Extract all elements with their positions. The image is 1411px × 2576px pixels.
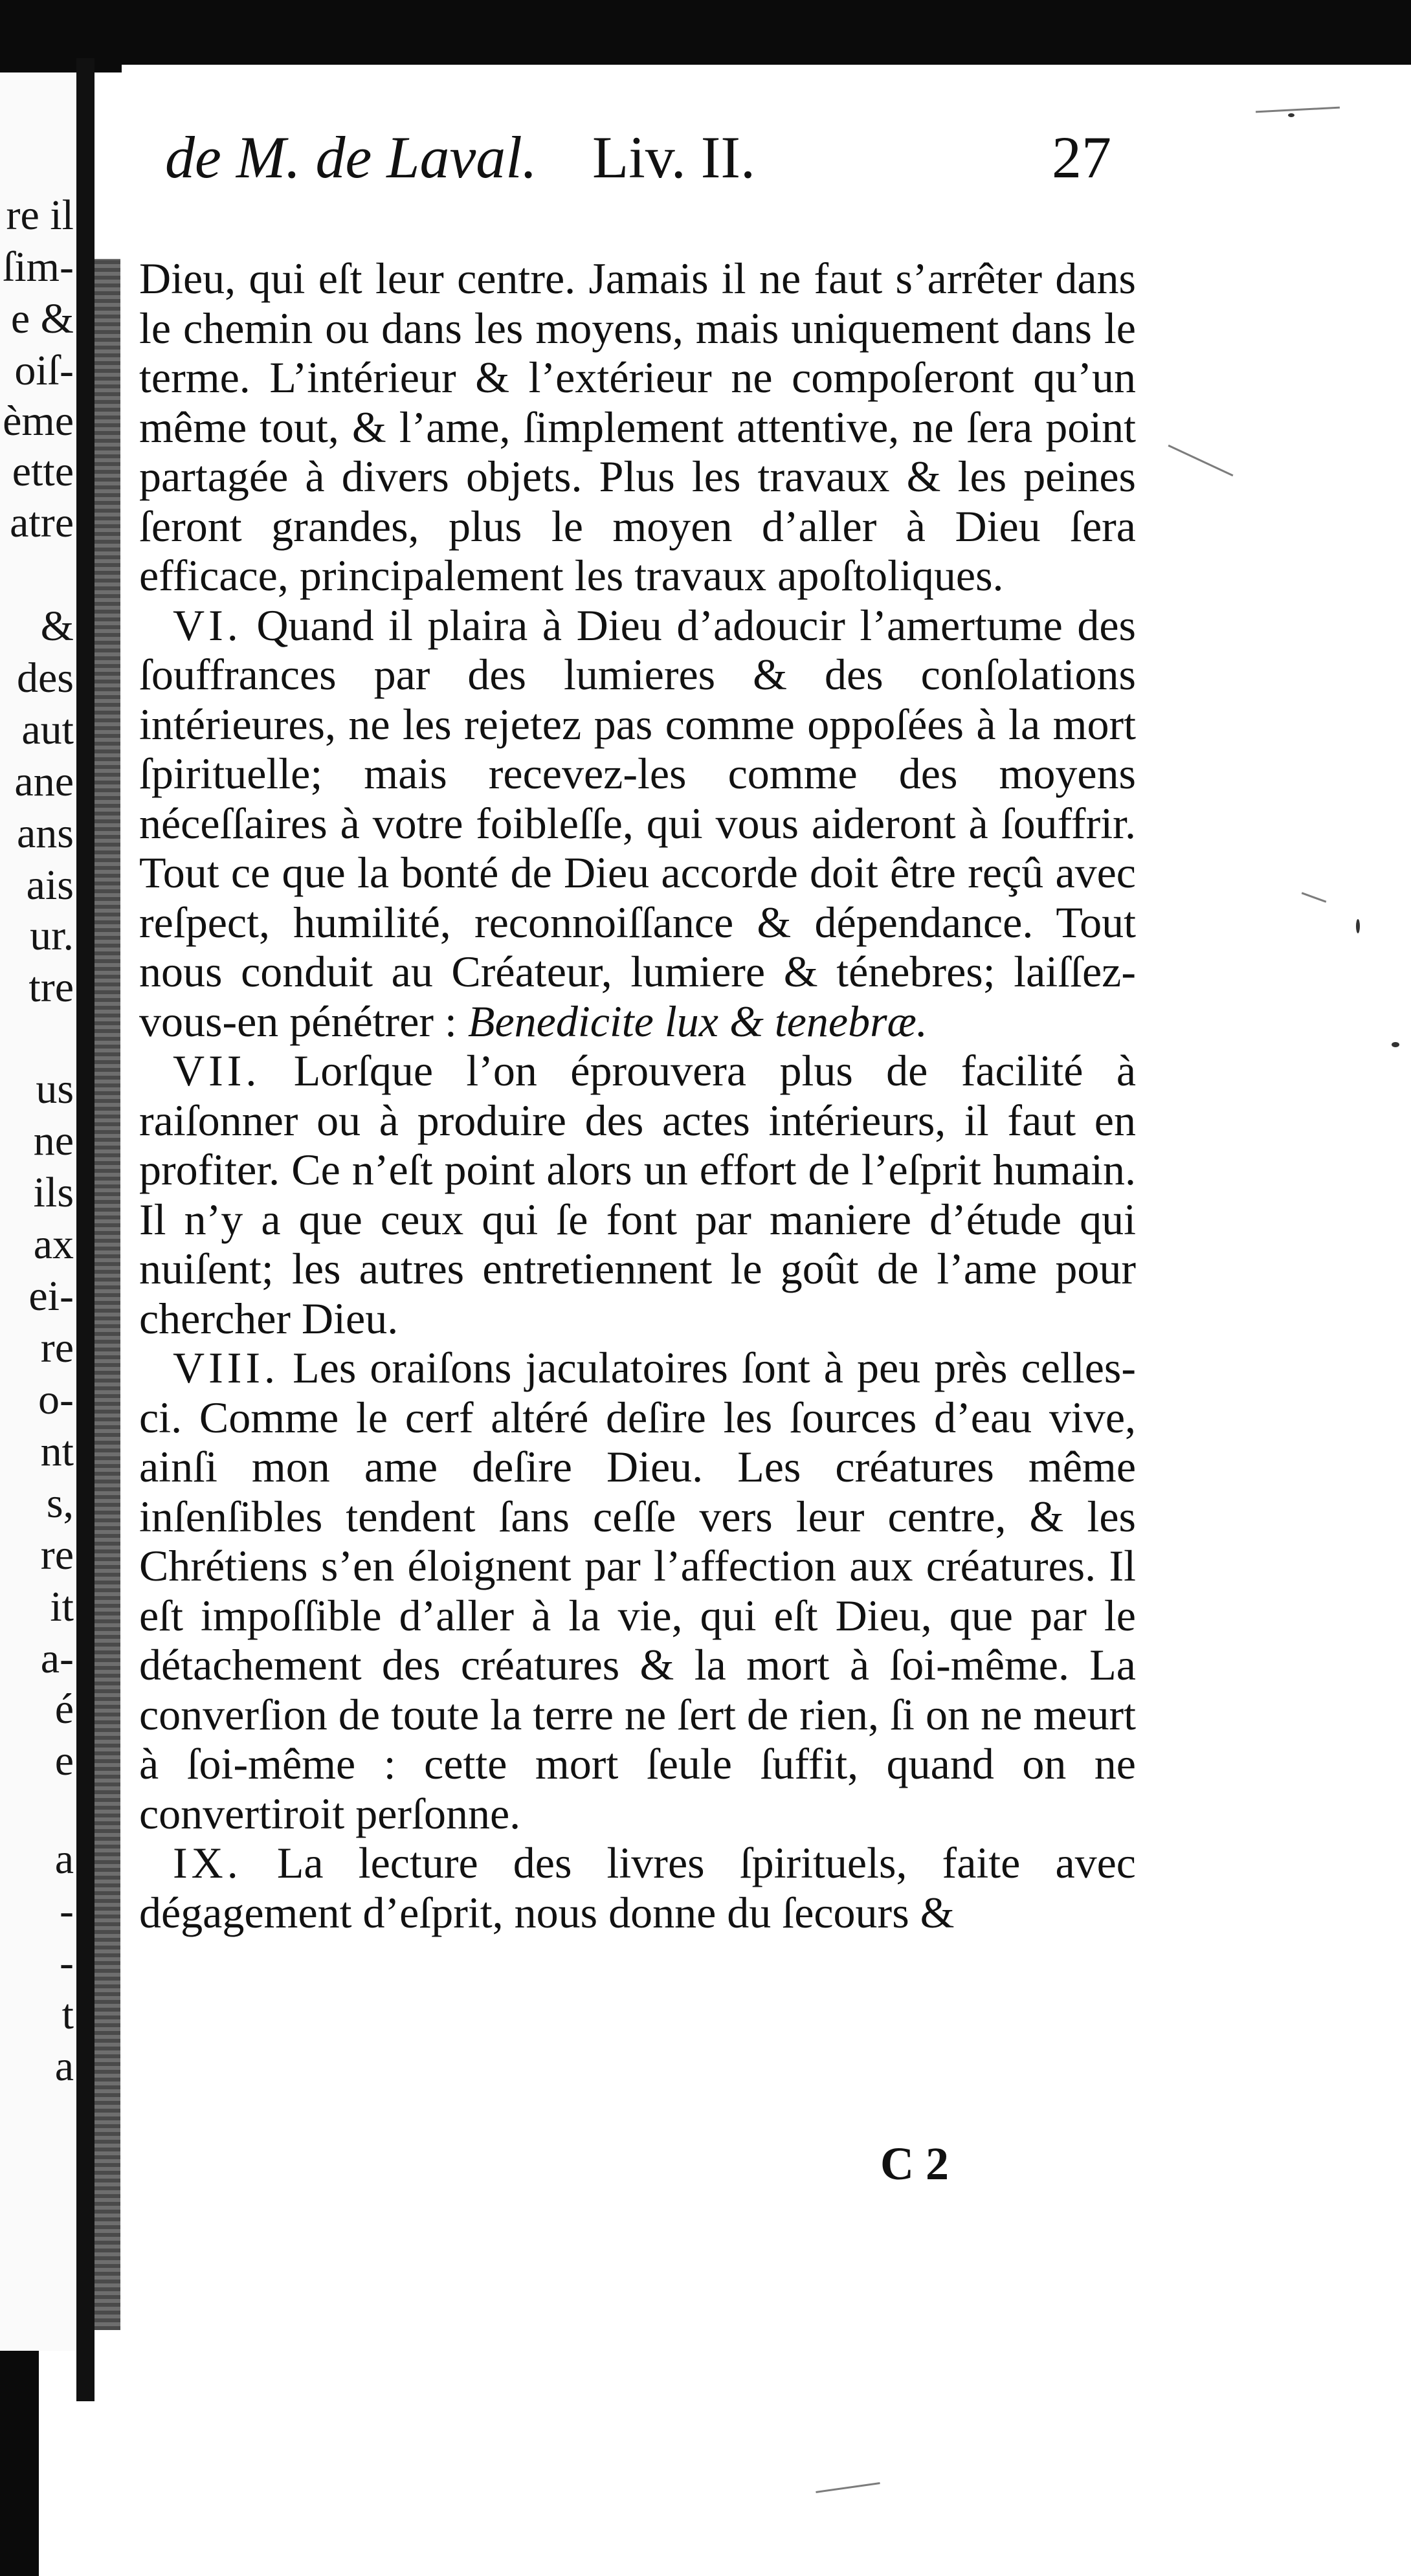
paragraph-vi bbox=[139, 601, 1136, 1047]
facing-page-text-fragment: é bbox=[54, 1685, 74, 1733]
facing-page-text-fragment: ais bbox=[26, 861, 74, 909]
latin-quotation: Benedicite lux & tenebræ. bbox=[467, 996, 928, 1046]
facing-page-text-fragment: it bbox=[50, 1583, 74, 1630]
paragraph-text: Les oraiſons jaculatoires ſont à peu près celles-ci. Comme le cerf altéré deſire les ſources d’eau vive, ainſi mon ame deſire Dieu. Les créatures même inſenſibles tendent ſans ceſſe vers leur centre, & les Chrétiens s’en éloignent par l’affection aux créatures. Il eſt impoſſible d’aller à la vie, qui eſt Dieu, que par le détachement des créatures & la mort à ſoi-même. La converſion de toute la terre ne ſert de rien, ſi on ne meurt à ſoi-même : cette mort ſeule ſuffit, quand on ne convertiroit perſonne. bbox=[139, 1343, 1136, 1838]
paragraph-number: VIII. bbox=[173, 1343, 280, 1392]
facing-page-text-fragment: oiſ- bbox=[14, 347, 74, 394]
facing-page-text-fragment: a- bbox=[40, 1635, 74, 1682]
facing-page-text-fragment: ette bbox=[12, 448, 74, 495]
facing-page-text-fragment: us bbox=[36, 1065, 74, 1113]
paragraph-number: IX. bbox=[173, 1838, 242, 1887]
page-header bbox=[165, 123, 1149, 207]
facing-page-text-fragment: re bbox=[40, 1531, 74, 1579]
facing-page-text-fragment: ax bbox=[33, 1221, 74, 1268]
book-number: Liv. II. bbox=[592, 124, 756, 190]
signature-mark: C 2 bbox=[880, 2138, 949, 2190]
facing-page-text-fragment: - bbox=[60, 1939, 74, 1986]
ink-speck bbox=[1288, 113, 1294, 117]
paragraph-continuation bbox=[139, 254, 1136, 601]
facing-page-text-fragment: tre bbox=[28, 964, 74, 1011]
paragraph-number: VI. bbox=[173, 600, 242, 650]
facing-page-text-fragment: e & bbox=[10, 295, 74, 342]
ink-speck bbox=[1392, 1042, 1399, 1047]
facing-page-text-fragment: e bbox=[54, 1737, 74, 1784]
facing-page-text-fragment: ème bbox=[3, 397, 74, 445]
facing-page-text-fragment: ans bbox=[17, 810, 74, 857]
scan-border-top bbox=[0, 0, 1411, 72]
facing-page-text-fragment: ils bbox=[33, 1169, 74, 1216]
facing-page-text-fragment: & bbox=[40, 603, 74, 650]
paragraph-text: La lecture des livres ſpirituels, faite avec dégagement d’eſprit, nous donne du ſecours & bbox=[139, 1838, 1136, 1937]
paragraph-viii bbox=[139, 1343, 1136, 1838]
facing-page-text-fragment: ne bbox=[33, 1117, 74, 1164]
facing-page-text-fragment: nt bbox=[40, 1428, 74, 1475]
running-title: de M. de Laval. bbox=[165, 124, 537, 190]
facing-page-text-fragment: ei- bbox=[28, 1272, 74, 1320]
paragraph-text: Quand il plaira à Dieu d’adoucir l’amertume des ſouffrances par des lumieres & des conſolations intérieures, ne les rejetez pas comme oppoſées à la mort ſpirituelle; mais recevez-les comme des moyens néceſſaires à votre foibleſſe, qui vous aideront à ſouffrir. Tout ce que la bonté de Dieu accorde doit être reçû avec reſpect, humilité, reconnoiſſance & dépendance. Tout nous conduit au Créateur, lumiere & ténebres; laiſſez-vous-en pénétrer : bbox=[139, 600, 1137, 1046]
facing-page-text-fragment: - bbox=[60, 1887, 74, 1935]
page-body bbox=[139, 254, 1136, 1937]
facing-page-text-fragment: re bbox=[40, 1324, 74, 1371]
facing-page-text-fragment: des bbox=[17, 654, 74, 702]
paragraph-vii bbox=[139, 1046, 1136, 1343]
paragraph-ix bbox=[139, 1838, 1136, 1937]
facing-page-text-fragment: ſim- bbox=[3, 243, 74, 291]
facing-page-text-fragment: aut bbox=[21, 706, 74, 753]
facing-page-text-fragment: re il bbox=[6, 192, 74, 239]
facing-page-text-fragment: o- bbox=[38, 1376, 74, 1423]
paragraph-text: Lorſque l’on éprouvera plus de facilité à raiſonner ou à produire des actes intérieurs, il faut en profiter. Ce n’eſt point alors un effort de l’eſprit humain. Il n’y a que ceux qui ſe font par maniere d’étude qui nuiſent; les autres entretiennent le goût de l’ame pour chercher Dieu. bbox=[139, 1046, 1137, 1343]
paragraph-text: Dieu, qui eſt leur centre. Jamais il ne faut s’arrêter dans le chemin ou dans les moyens, mais uniquement dans le terme. L’intérieur & l’extérieur ne compoſeront qu’un même tout, & l’ame, ſimplement attentive, ne ſera point partagée à divers objets. Plus les travaux & les peines ſeront grandes, plus le moyen d’aller à Dieu ſera efficace, principalement les travaux apoſtoliques. bbox=[139, 254, 1136, 600]
facing-page-text-fragment: ur. bbox=[30, 912, 74, 959]
binding-gutter bbox=[76, 58, 94, 2401]
facing-page-edge bbox=[0, 72, 78, 2351]
binding-shadow bbox=[94, 259, 120, 2330]
page-number: 27 bbox=[1052, 124, 1111, 190]
facing-page-text-fragment: s, bbox=[46, 1480, 74, 1527]
facing-page-text-fragment: a bbox=[54, 2043, 74, 2090]
paragraph-number: VII. bbox=[173, 1046, 261, 1095]
facing-page-text-fragment: t bbox=[61, 1991, 74, 2038]
facing-page-text-fragment: a bbox=[54, 1836, 74, 1883]
ink-speck bbox=[1356, 919, 1360, 933]
facing-page-text-fragment: atre bbox=[10, 499, 74, 546]
facing-page-text-fragment: ane bbox=[14, 758, 74, 805]
